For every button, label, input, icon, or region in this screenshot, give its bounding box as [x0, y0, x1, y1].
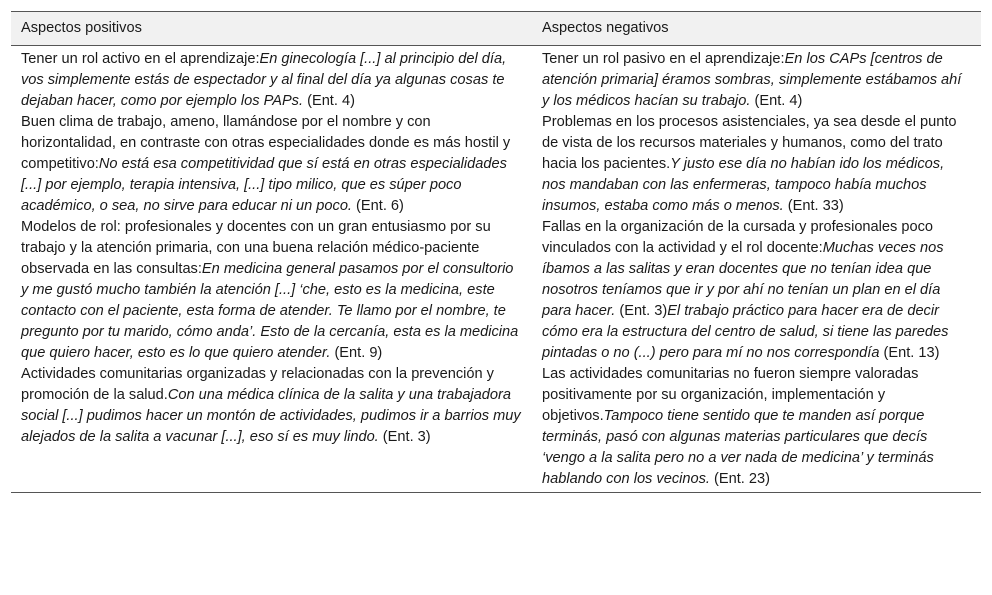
cell-positive	[11, 112, 532, 217]
table-row	[11, 46, 981, 113]
cell-negative	[532, 46, 981, 113]
table-body	[11, 46, 981, 493]
header-negative: Aspectos negativos	[532, 12, 981, 46]
cell-negative	[532, 364, 981, 493]
comparison-table	[11, 11, 981, 493]
cell-positive	[11, 217, 532, 364]
cell-ref: (Ent. 6)	[352, 198, 404, 214]
cell-positive	[11, 46, 532, 113]
cell-quote: Muchas veces nos íbamos a las salitas y eran docentes que no tenían idea que nosotros teníamos que ir y por ahí no tenían un plan en el día para hacer.	[542, 240, 944, 319]
cell-lead: Tener un rol activo en el aprendizaje:	[21, 51, 260, 67]
cell-ref: (Ent. 4)	[303, 93, 355, 109]
cell-lead: Buen clima de trabajo, ameno, llamándose por el nombre y con horizontalidad, en contraste con otras especialidades donde es más hostil y competitivo:	[21, 114, 511, 172]
table-row	[11, 112, 981, 217]
cell-ref: (Ent. 23)	[709, 471, 770, 487]
table-row	[11, 364, 981, 493]
cell-positive	[11, 364, 532, 493]
cell-lead: Actividades comunitarias organizadas y relacionadas con la prevención y promoción de la salud.	[21, 366, 494, 403]
header-row	[11, 12, 981, 46]
comparison-table-container	[11, 11, 981, 493]
table-header	[11, 12, 981, 46]
cell-ref: (Ent. 33)	[783, 198, 844, 214]
cell-negative	[532, 112, 981, 217]
cell-quote: Tampoco tiene sentido que te manden así porque terminás, pasó con algunas materias particulares que decís ‘vengo a la salita pero no a ver nada de medicina’ y terminás hablando con los vecinos.	[542, 408, 934, 487]
cell-lead: Las actividades comunitarias no fueron siempre valoradas positivamente por su organización, implementación y objetivos.	[542, 366, 919, 424]
cell-quote: En medicina general pasamos por el consultorio y me gustó mucho también la atención [...] ‘che, esto es la medicina, este contacto con el paciente, esta forma de atender. Te llamo por el nombre, te pregunto por tu marido, cómo anda’. Esto de la cercanía, esta es la medicina que quiero hacer, esto es lo que quiero atender.	[21, 261, 519, 361]
cell-ref: (Ent. 3)	[378, 429, 431, 445]
header-positive: Aspectos positivos	[11, 12, 532, 46]
cell-quote: Y justo ese día no habían ido los médicos, nos mandaban con las enfermeras, tampoco había muchos insumos, estaba como más o menos.	[542, 156, 945, 214]
cell-quote-2: El trabajo práctico para hacer era de decir cómo era la estructura del centro de salud, si tiene las paredes pintadas o no (...) pero para mí no nos correspondía	[542, 303, 949, 361]
cell-quote: En los CAPs [centros de atención primaria] éramos sombras, simplemente estábamos ahí y los médicos hacían su trabajo.	[542, 51, 962, 109]
cell-ref: (Ent. 9)	[330, 345, 383, 361]
cell-lead: Problemas en los procesos asistenciales, ya sea desde el punto de vista de los recursos materiales y humanos, como del trato hacia los pacientes.	[542, 114, 957, 172]
table-row	[11, 217, 981, 364]
cell-lead: Tener un rol pasivo en el aprendizaje:	[542, 51, 785, 67]
cell-quote: Con una médica clínica de la salita y una trabajadora social [...] pudimos hacer un montón de actividades, pudimos ir a barrios muy alejados de la salita a vacunar [...], eso sí es muy lindo.	[21, 387, 521, 445]
cell-ref: (Ent. 3)	[615, 303, 668, 319]
cell-quote: En ginecología [...] al principio del día, vos simplemente estás de espectador y al final del día ya algunas cosas te dejaban hacer, como por ejemplo los PAPs.	[21, 51, 507, 109]
cell-ref: (Ent. 4)	[750, 93, 803, 109]
cell-quote: No está esa competitividad que sí está en otras especialidades [...] por ejemplo, terapia intensiva, [...] tipo milico, que es súper poco académico, o sea, no sirve para educar ni un poco.	[21, 156, 507, 214]
cell-ref-2: (Ent. 13)	[879, 345, 940, 361]
cell-lead: Fallas en la organización de la cursada y profesionales poco vinculados con la actividad y el rol docente:	[542, 219, 934, 256]
cell-lead: Modelos de rol: profesionales y docentes con un gran entusiasmo por su trabajo y la atención primaria, con una buena relación médico-paciente observada en las consultas:	[21, 219, 491, 277]
cell-negative	[532, 217, 981, 364]
